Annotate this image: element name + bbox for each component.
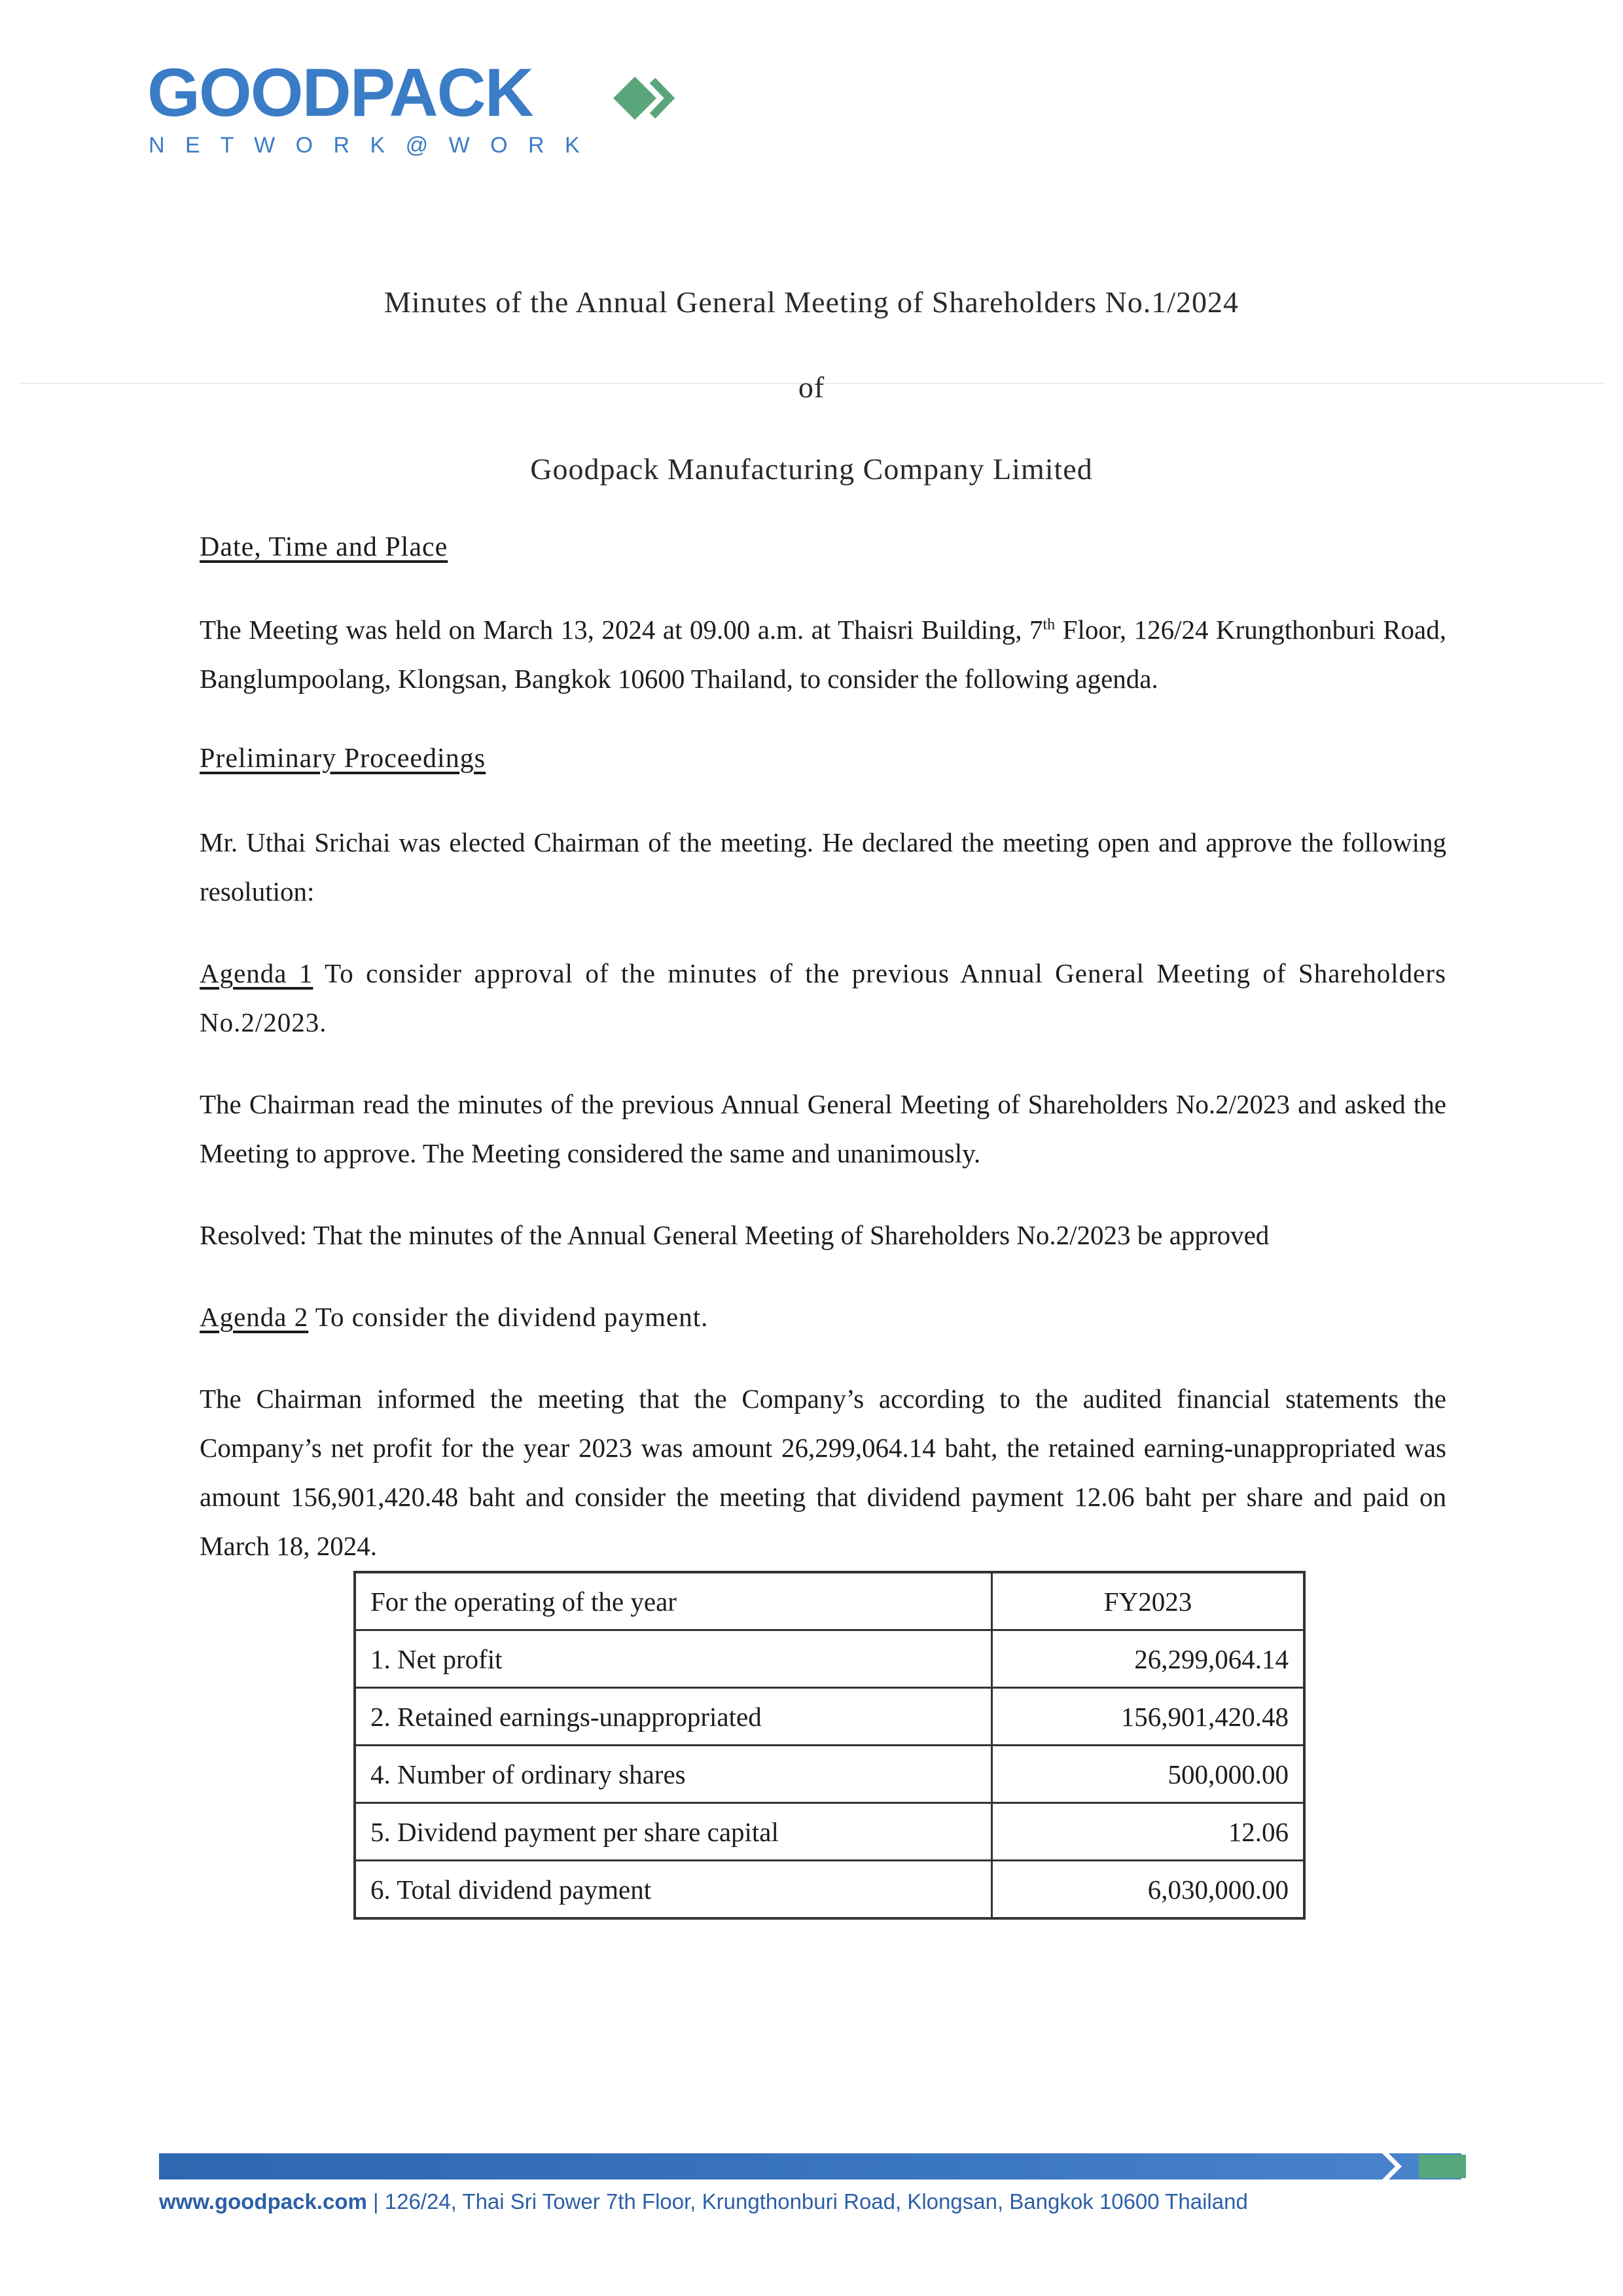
table-header-cell: For the operating of the year (355, 1572, 992, 1630)
prelim-heading: Preliminary Proceedings (200, 744, 486, 774)
logo-tagline: N E T W O R K @ W O R K (149, 133, 587, 158)
table-cell-label: 1. Net profit (355, 1630, 992, 1688)
date-text-pre: The Meeting was held on March 13, 2024 at 09.00 a.m. at Thaisri Building, 7 (200, 615, 1043, 645)
footer-separator: | (366, 2189, 385, 2214)
agenda1-paragraph: The Chairman read the minutes of the previous Annual General Meeting of Shareholders No.2/2023 and asked the Meeting to approve. The Meeting considered the same and unanimously. (200, 1089, 1446, 1168)
footer-green-block (1419, 2155, 1466, 2178)
table-cell-value: 26,299,064.14 (992, 1630, 1305, 1688)
table-cell-value: 500,000.00 (992, 1746, 1305, 1803)
document-title-of: of (798, 370, 825, 404)
table-row (355, 1746, 1304, 1803)
date-heading: Date, Time and Place (200, 532, 448, 562)
goodpack-logo (147, 62, 723, 160)
footer-chevron-icon (1381, 2152, 1420, 2181)
prelim-paragraph: Mr. Uthai Srichai was elected Chairman of the meeting. He declared the meeting open and approve the following resolution: (200, 827, 1446, 906)
table-cell-label: 2. Retained earnings-unappropriated (355, 1688, 992, 1746)
table-cell-value: 12.06 (992, 1803, 1305, 1861)
agenda2-label: Agenda 2 (200, 1302, 309, 1332)
agenda1-label: Agenda 1 (200, 958, 313, 988)
footer-text (159, 2189, 1248, 2214)
table-cell-value: 6,030,000.00 (992, 1861, 1305, 1919)
table-header-cell: FY2023 (992, 1572, 1305, 1630)
date-text-sup: th (1043, 616, 1056, 634)
table-row (355, 1630, 1304, 1688)
logo-wordmark: GOODPACK (147, 62, 533, 131)
agenda1-title: To consider approval of the minutes of the previous Annual General Meeting of Shareholders No.2/2023. (200, 958, 1446, 1037)
footer-bar (159, 2153, 1461, 2179)
table-cell-value: 156,901,420.48 (992, 1688, 1305, 1746)
dividend-table (353, 1571, 1306, 1920)
table-row (355, 1803, 1304, 1861)
date-text-post: Floor, 126/24 Krungthonburi Road, Banglumpoolang, Klongsan, Bangkok 10600 Thailand, to consider the following agenda. (200, 615, 1446, 694)
agenda2-paragraph: The Chairman informed the meeting that the Company’s according to the audited financial statements the Company’s net profit for the year 2023 was amount 26,299,064.14 baht, the retained earning-unappropriated was amount 156,901,420.48 baht and consider the meeting that dividend payment 12.06 baht per share and paid on March 18, 2024. (200, 1384, 1446, 1561)
footer-address: 126/24, Thai Sri Tower 7th Floor, Krungthonburi Road, Klongsan, Bangkok 10600 Thailand (384, 2189, 1248, 2214)
table-cell-label: 4. Number of ordinary shares (355, 1746, 992, 1803)
table-cell-label: 6. Total dividend payment (355, 1861, 992, 1919)
agenda2-title: To consider the dividend payment. (308, 1302, 709, 1332)
table-row (355, 1688, 1304, 1746)
logo-graphic (147, 62, 723, 160)
company-name: Goodpack Manufacturing Company Limited (530, 452, 1093, 486)
date-paragraph (200, 605, 1446, 704)
table-header-row (355, 1572, 1304, 1630)
resolved-paragraph: Resolved: That the minutes of the Annual General Meeting of Shareholders No.2/2023 be approved (200, 1220, 1270, 1250)
document-title: Minutes of the Annual General Meeting of Shareholders No.1/2024 (383, 285, 1239, 319)
table-row (355, 1861, 1304, 1919)
agenda2-heading (200, 1293, 1446, 1342)
agenda1-heading (200, 949, 1446, 1047)
footer-website-link[interactable]: www.goodpack.com (159, 2189, 367, 2214)
table-cell-label: 5. Dividend payment per share capital (355, 1803, 992, 1861)
